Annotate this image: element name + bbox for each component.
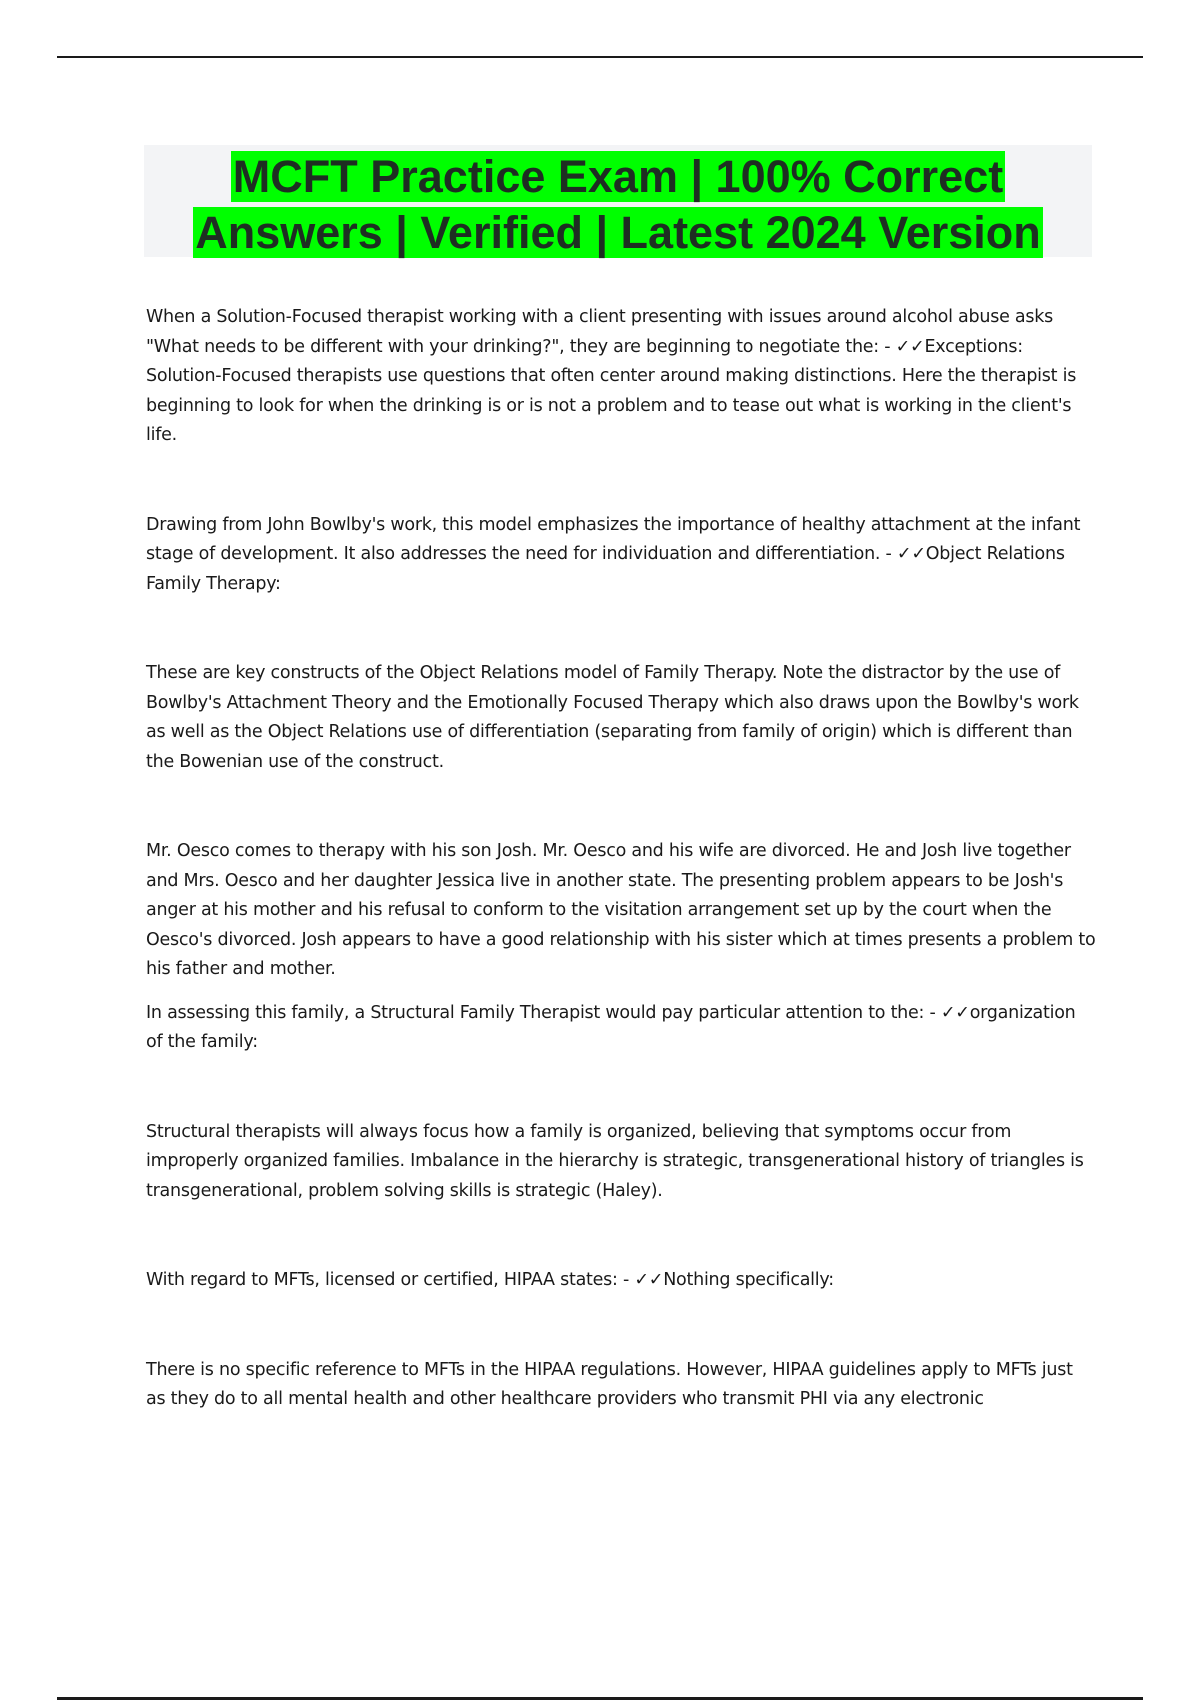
title-line-2: Answers | Verified | Latest 2024 Version xyxy=(195,207,1041,258)
top-rule xyxy=(57,56,1143,58)
qa-paragraph-object-relations: Drawing from John Bowlby's work, this model emphasizes the importance of healthy attachment at the infant stage of development. It also addresses the need for individuation and differentiation. - ✓✓Object Relations Family Therapy: xyxy=(146,514,1081,594)
qa-paragraph-solution-focused: When a Solution-Focused therapist working with a client presenting with issues around alcohol abuse asks "What needs to be different with your drinking?", they are beginning to negotiate the: - ✓✓Exceptions: Solution-Focused therapists use questions that often center around making distinctions. Here the therapist is beginning to look for when the drinking is or is not a problem and to tease out what is working in the client's life. xyxy=(146,307,1077,445)
title-band xyxy=(144,145,1092,257)
explanation-hipaa: There is no specific reference to MFTs in the HIPAA regulations. However, HIPAA guidelines apply to MFTs just as they do to all mental health and other healthcare providers who transmit PHI via any electronic xyxy=(146,1359,1073,1409)
document-title xyxy=(144,145,1092,261)
qa-paragraph-structural: In assessing this family, a Structural Family Therapist would pay particular attention to the: - ✓✓organization of the family: xyxy=(146,1002,1076,1052)
qa-paragraph-hipaa: With regard to MFTs, licensed or certified, HIPAA states: - ✓✓Nothing specifically: xyxy=(146,1270,834,1290)
explanation-structural: Structural therapists will always focus how a family is organized, believing that symptoms occur from improperly organized families. Imbalance in the hierarchy is strategic, transgenerational history of triangles is transgenerational, problem solving skills is strategic (Haley). xyxy=(146,1121,1084,1201)
explanation-object-relations: These are key constructs of the Object Relations model of Family Therapy. Note the distractor by the use of Bowlby's Attachment Theory and the Emotionally Focused Therapy which also draws upon the Bowlby's work as well as the Object Relations use of differentiation (separating from family of origin) which is different than the Bowenian use of the construct. xyxy=(146,663,1079,772)
document-body xyxy=(146,303,1096,1415)
case-vignette-oesco: Mr. Oesco comes to therapy with his son Josh. Mr. Oesco and his wife are divorced. He and Josh live together and Mrs. Oesco and her daughter Jessica live in another state. The presenting problem appears to be Josh's anger at his mother and his refusal to conform to the visitation arrangement set up by the court when the Oesco's divorced. Josh appears to have a good relationship with his sister which at times presents a problem to his father and mother. xyxy=(146,841,1096,979)
title-line-1: MCFT Practice Exam | 100% Correct xyxy=(232,151,1004,202)
